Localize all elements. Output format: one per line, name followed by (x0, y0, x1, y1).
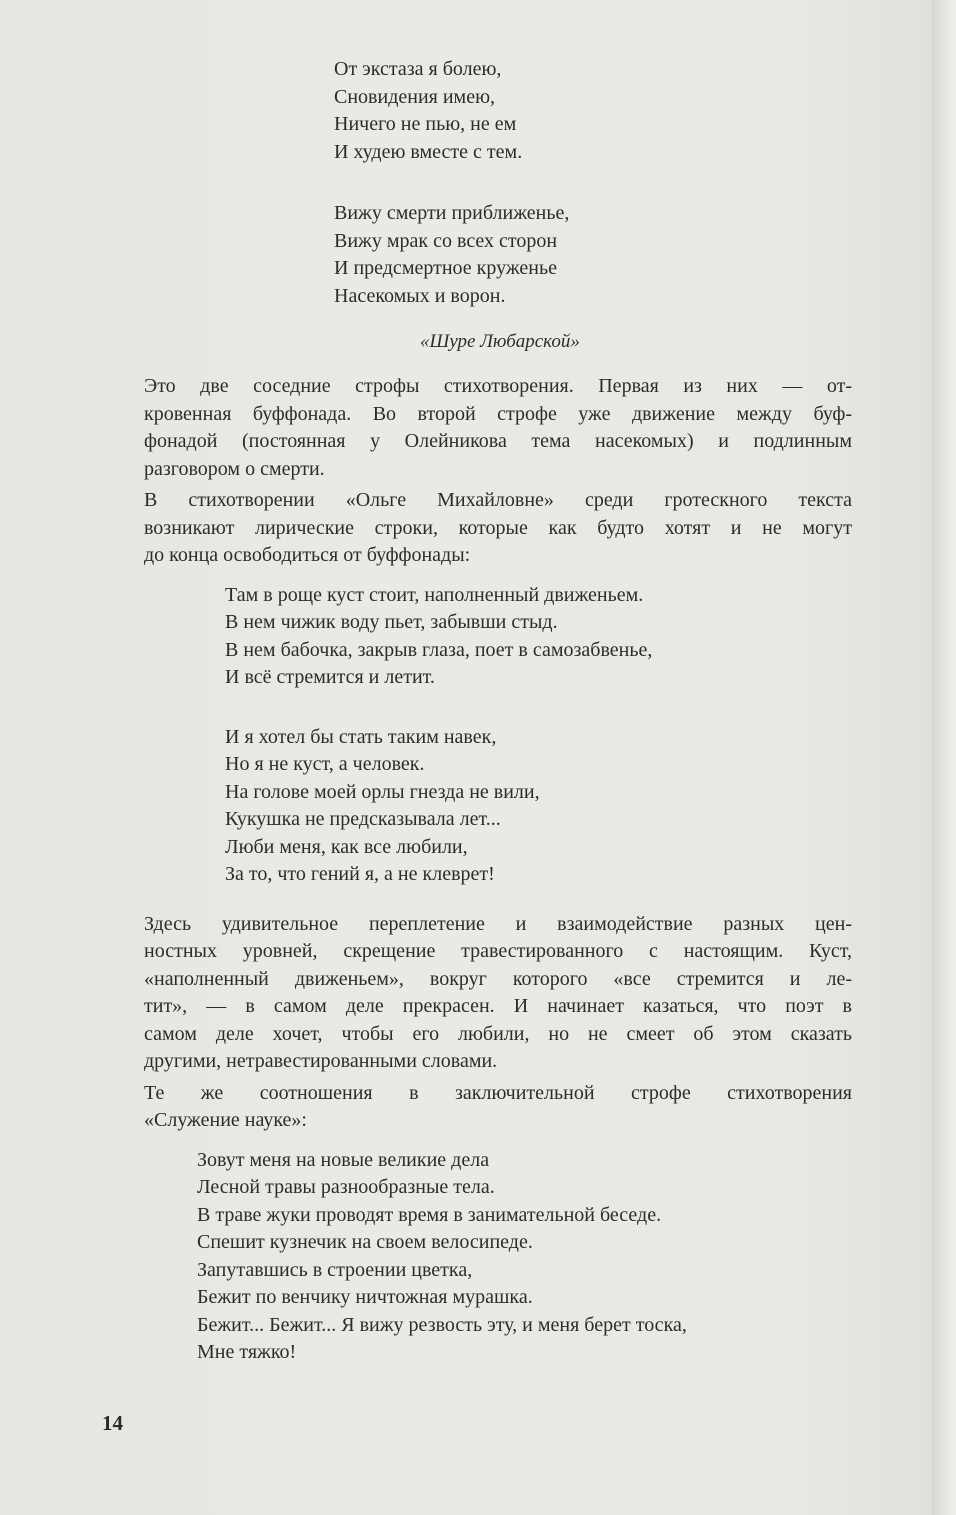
verse-line: Спешит кузнечик на своем велосипеде. (197, 1231, 533, 1253)
verse-line: Сновидения имею, (334, 85, 496, 108)
verse-line: И я хотел бы стать таким навек, (225, 725, 497, 748)
paragraph-line: другими, нетравестированными словами. (144, 1050, 498, 1072)
poem-dedication: «Шуре Любарской» (420, 331, 580, 352)
verse-line: В нем чижик воду пьет, забывши стыд. (225, 611, 558, 633)
paragraph-line: Здесь удивительное переплетение и взаимодействие разных цен- (144, 912, 852, 935)
paragraph-4 (100, 1080, 852, 1135)
paragraph-line: В стихотворении «Ольге Михайловне» среди гротескного текста (144, 489, 852, 511)
poem-3 (100, 1147, 852, 1367)
paragraph-line: «наполненный движеньем», вокруг которого «все стремится и ле- (144, 967, 852, 990)
verse-line: Бежит по венчику ничтожная мурашка. (197, 1286, 533, 1308)
verse-line: И всё стремится и летит. (225, 666, 435, 688)
verse-line: Лесной травы разнообразные тела. (197, 1176, 495, 1198)
paragraph-2 (100, 487, 852, 570)
verse-line: Бежит... Бежит... Я вижу резвость эту, и меня берет тоска, (197, 1313, 687, 1336)
verse-line: Люби меня, как все любили, (225, 835, 468, 858)
poem-2 (100, 582, 852, 889)
verse-line: Там в роще куст стоит, наполненный движеньем. (225, 583, 644, 606)
verse-line: Но я не куст, а человек. (225, 753, 425, 775)
paragraph-line: Те же соотношения в заключительной строфе стихотворения (144, 1081, 852, 1104)
paragraph-1 (100, 373, 852, 483)
verse-line: Кукушка не предсказывала лет... (225, 808, 501, 830)
paragraph-line: «Служение науке»: (144, 1109, 307, 1131)
verse-line: И предсмертное круженье (334, 257, 557, 279)
verse-line: Запутавшись в строении цветка, (197, 1258, 473, 1281)
book-spine-edge (932, 0, 956, 1515)
paragraph-3 (100, 911, 852, 1076)
verse-line: Зовут меня на новые великие дела (197, 1148, 490, 1171)
verse-line: В траве жуки проводят время в занимательной беседе. (197, 1203, 662, 1226)
verse-line: Ничего не пью, не ем (334, 113, 517, 135)
poem-1 (100, 56, 852, 310)
verse-line: От экстаза я болею, (334, 58, 502, 80)
verse-line: Вижу смерти приближенье, (334, 202, 570, 224)
paragraph-line: самом деле хочет, чтобы его любили, но не смеет об этом сказать (144, 1022, 852, 1045)
paragraph-line: ностных уровней, скрещение травестированного с настоящим. Куст, (144, 940, 852, 962)
verse-line: Мне тяжко! (197, 1341, 297, 1363)
page-text (100, 56, 852, 1367)
paragraph-line: разговором о смерти. (144, 457, 325, 480)
verse-line: Насекомых и ворон. (334, 284, 506, 307)
paragraph-line: кровенная буффонада. Во второй строфе уже движение между буф- (144, 402, 852, 425)
paragraph-line: возникают лирические строки, которые как будто хотят и не могут (144, 516, 852, 539)
paragraph-line: фонадой (постоянная у Олейникова тема насекомых) и подлинным (144, 430, 852, 452)
verse-line: И худею вместе с тем. (334, 140, 523, 163)
paragraph-line: тит», — в самом деле прекрасен. И начинает казаться, что поэт в (144, 995, 852, 1017)
verse-line: Вижу мрак со всех сторон (334, 229, 558, 252)
paragraph-line: Это две соседние строфы стихотворения. Первая из них — от- (144, 375, 852, 397)
page-number: 14 (102, 1411, 123, 1435)
verse-line: В нем бабочка, закрыв глаза, поет в самозабвенье, (225, 638, 653, 661)
verse-line: За то, что гений я, а не клеврет! (225, 863, 495, 885)
verse-line: На голове моей орлы гнезда не вили, (225, 780, 540, 803)
paragraph-line: до конца освободиться от буффонады: (144, 544, 471, 566)
